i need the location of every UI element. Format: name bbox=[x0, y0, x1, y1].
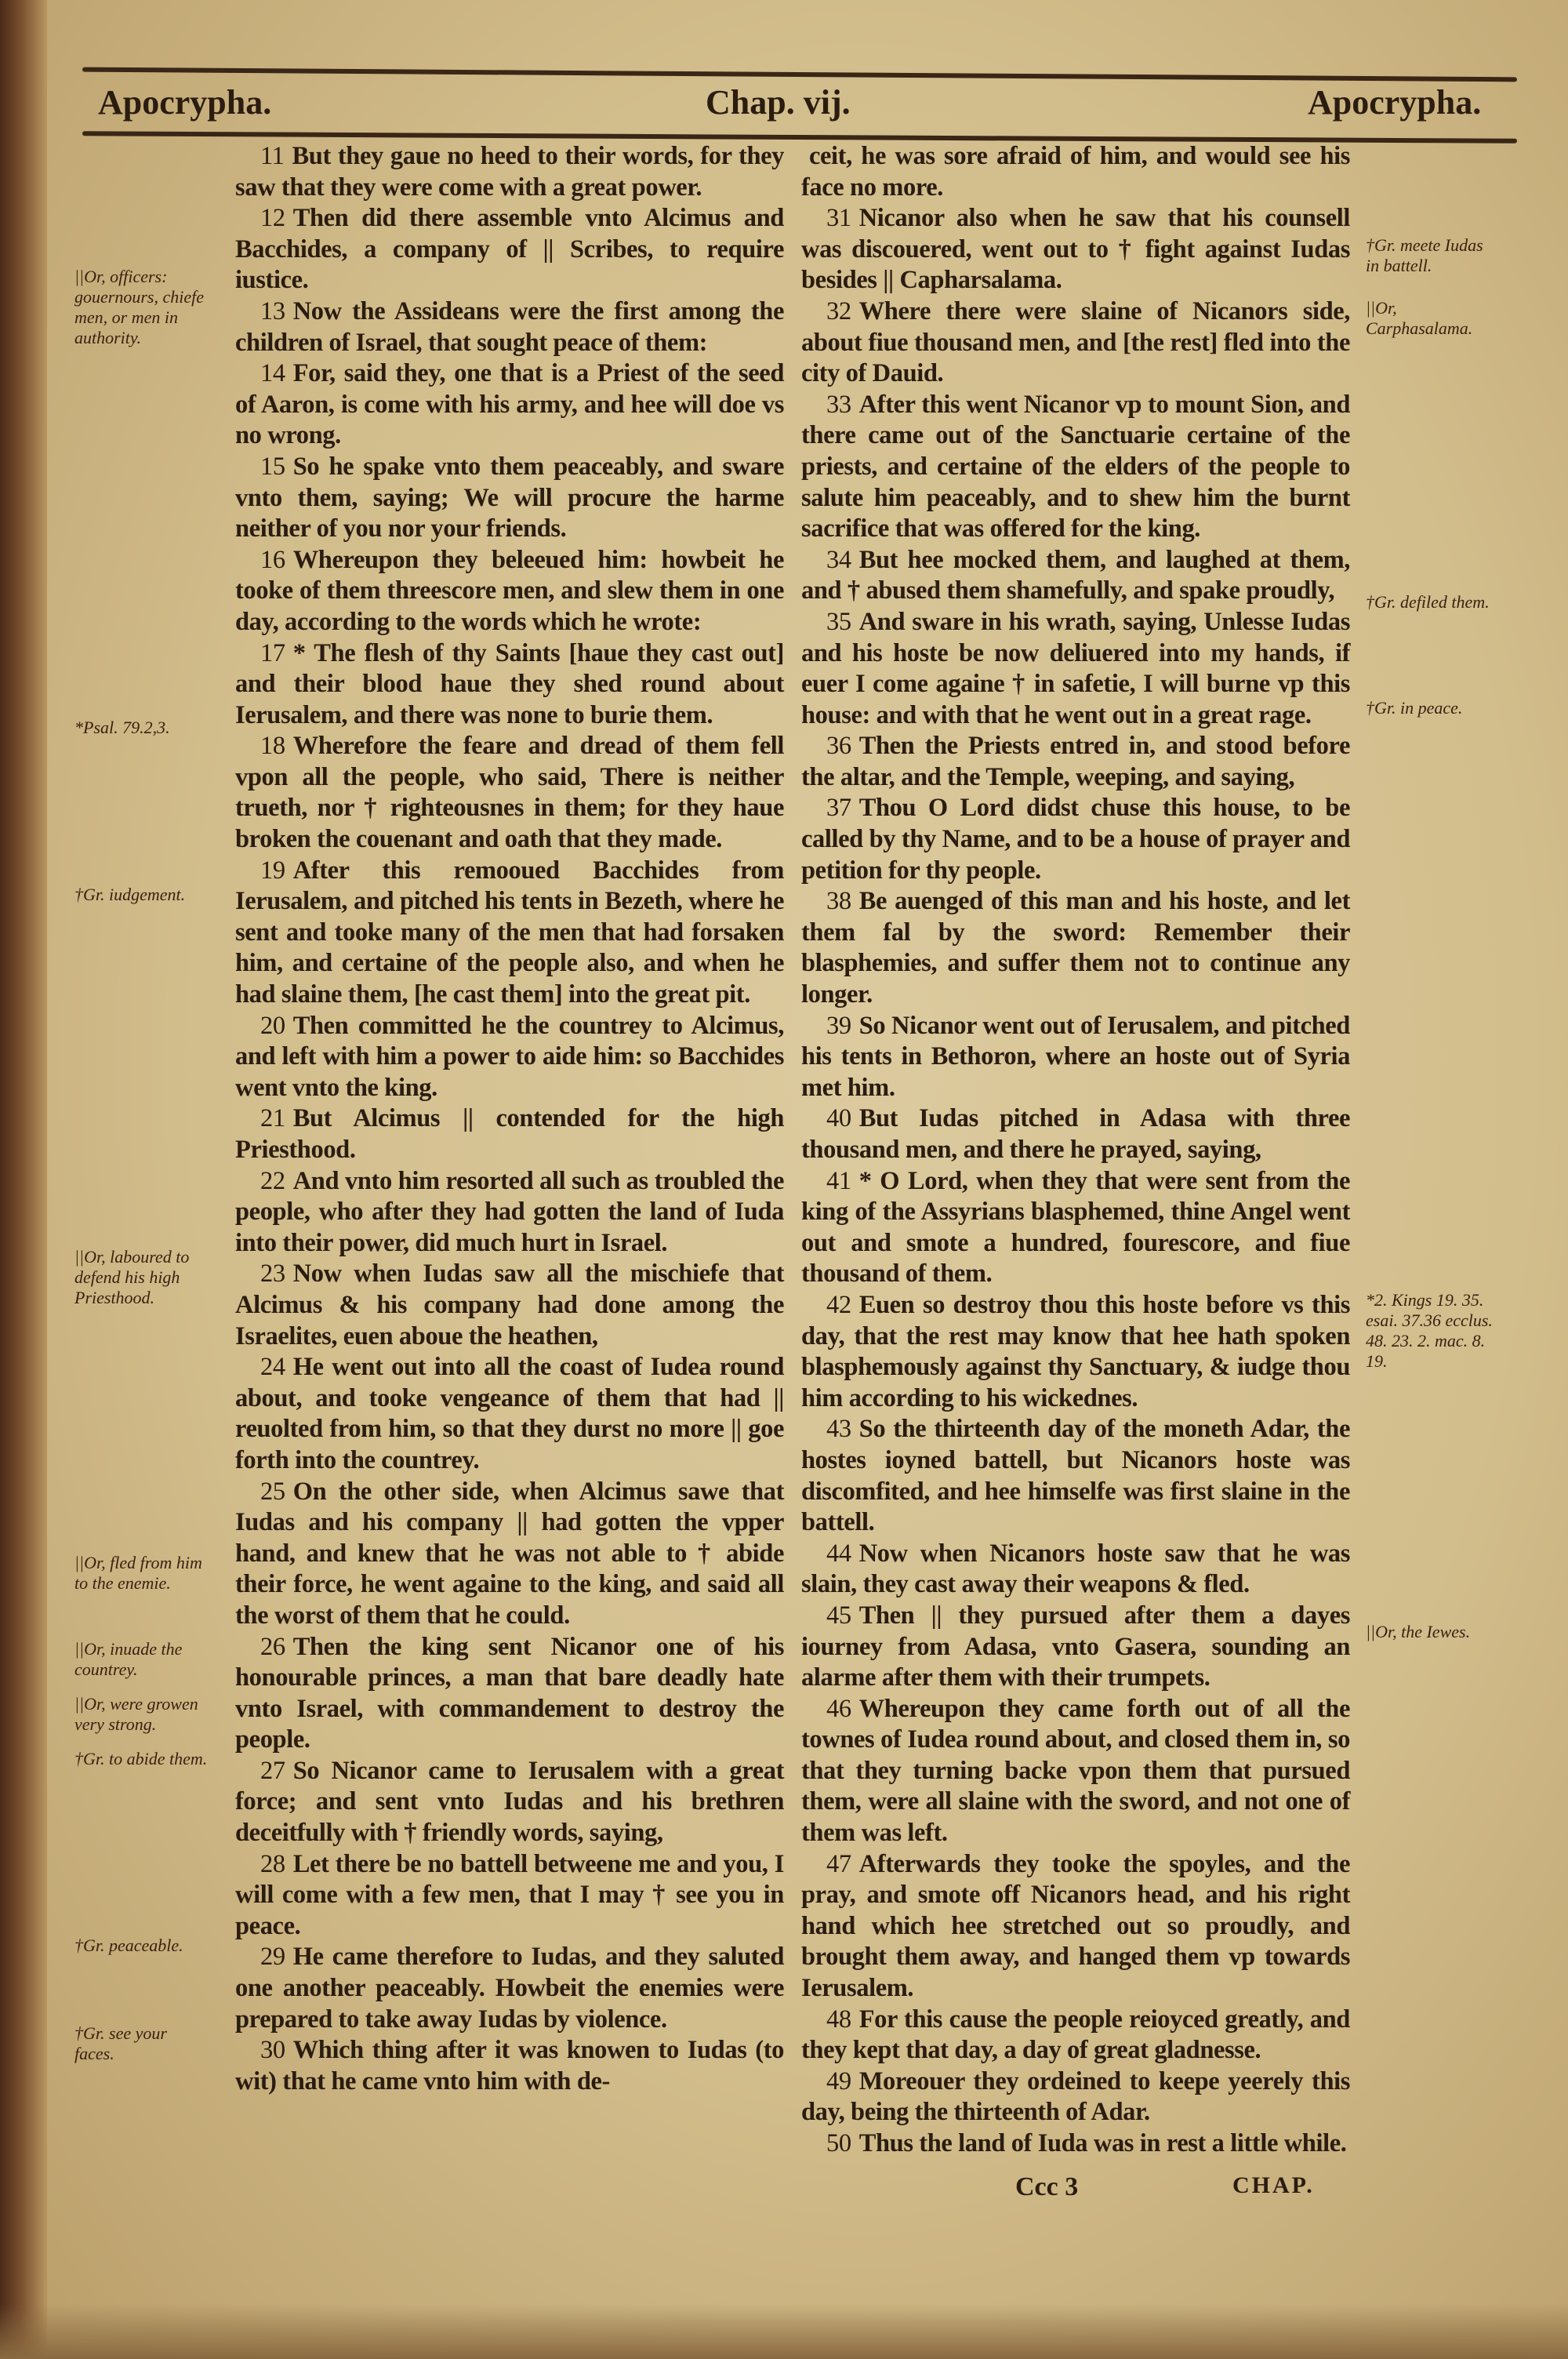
verse-number: 26 bbox=[260, 1632, 285, 1661]
verse-text: On the other side, when Alcimus sawe that Iudas and his company || had gotten the vpper hand, and knew that he was not able to † abide their force, he went againe to the king, and said all the worst of them that he could. bbox=[235, 1477, 784, 1630]
verse bbox=[235, 545, 784, 638]
verse bbox=[801, 545, 1350, 607]
verse bbox=[801, 1414, 1350, 1538]
verse-number: 35 bbox=[826, 607, 851, 636]
verse-number: 41 bbox=[826, 1166, 851, 1195]
verse-number: 22 bbox=[260, 1166, 285, 1195]
signature-mark: Ccc 3 bbox=[1015, 2172, 1079, 2201]
verse-number: 48 bbox=[826, 2005, 851, 2034]
verse bbox=[801, 2128, 1350, 2160]
verse-text: Then did there assemble vnto Alcimus and Bacchides, a company of || Scribes, to require iustice. bbox=[235, 204, 784, 295]
margin-note: *2. Kings 19. 35. esai. 37.36 ecclus. 48. 23. 2. mac. 8. 19. bbox=[1366, 1290, 1493, 1371]
verse-number: 14 bbox=[260, 359, 285, 388]
verse-text: Let there be no battell betweene me and you, I will come with a few men, that I may † see you in peace. bbox=[235, 1849, 784, 1940]
verse bbox=[801, 1011, 1350, 1104]
verse bbox=[235, 203, 784, 296]
verse bbox=[801, 1166, 1350, 1290]
verse-text: And vnto him resorted all such as troubled the people, who after they had gotten the land of Iuda into their power, did much hurt in Israel. bbox=[235, 1166, 784, 1257]
verse bbox=[235, 1942, 784, 2035]
verse-number: 21 bbox=[260, 1104, 285, 1133]
verse-text: But hee mocked them, and laughed at them, and † abused them shamefully, and spake proudly, bbox=[801, 545, 1350, 605]
running-head-right: Apocrypha. bbox=[1308, 83, 1482, 122]
verse-number: 43 bbox=[826, 1415, 851, 1444]
verse bbox=[235, 1477, 784, 1632]
verse-text: Whereupon they beleeued him: howbeit he tooke of them threescore men, and slew them in one day, according to the words which he wrote: bbox=[235, 545, 784, 636]
page-bottom-shadow bbox=[0, 2304, 1568, 2359]
verse-text: Then the Priests entred in, and stood before the altar, and the Temple, weeping, and saying, bbox=[801, 732, 1350, 791]
verse-text: But Iudas pitched in Adasa with three thousand men, and there he prayed, saying, bbox=[801, 1104, 1350, 1164]
verse-number: 15 bbox=[260, 452, 285, 481]
verse-text: ceit, he was sore afraid of him, and would see his face no more. bbox=[801, 142, 1350, 202]
margin-note: ||Or, laboured to defend his high Priesthood. bbox=[74, 1247, 190, 1307]
verse-number: 42 bbox=[826, 1290, 851, 1319]
verse-text: Thus the land of Iuda was in rest a little while. bbox=[858, 2129, 1347, 2157]
verse-text: After this remooued Bacchides from Ierusalem, and pitched his tents in Bezeth, where he sent and tooke many of the men that had forsaken him, and certaine of the people also, and when he had slaine them, [he cast them] into the great pit. bbox=[235, 856, 784, 1009]
verse bbox=[801, 2005, 1350, 2066]
verse-text: * O Lord, when they that were sent from the king of the Assyrians blasphemed, thine Angel went out and smote a hundred, fourescore, and fiue thousand of them. bbox=[801, 1166, 1350, 1289]
verse-text: For this cause the people reioyced greatly, and they kept that day, a day of great gladnesse. bbox=[801, 2005, 1350, 2065]
verse bbox=[235, 1849, 784, 1943]
verse-number: 39 bbox=[826, 1011, 851, 1040]
verse-text: Wherefore the feare and dread of them fell vpon all the people, who said, There is neither trueth, nor † righteousnes in them; for they haue broken the couenant and oath that they made. bbox=[235, 732, 784, 854]
margin-note: ||Or, fled from him to the enemie. bbox=[74, 1553, 202, 1593]
verse bbox=[801, 141, 1350, 203]
margin-note: ||Or, inuade the countrey. bbox=[74, 1639, 183, 1679]
verse-number: 27 bbox=[260, 1756, 285, 1785]
verse-number: 33 bbox=[826, 390, 851, 419]
verse-text: Whereupon they came forth out of all the townes of Iudea round about, and closed them in, so that they turning backe vpon them that pursued them, were all slaine with the sword, and not one of them was left. bbox=[801, 1694, 1350, 1848]
verse-number: 31 bbox=[826, 204, 851, 233]
verse bbox=[801, 1539, 1350, 1601]
verse bbox=[801, 296, 1350, 390]
verse bbox=[801, 1103, 1350, 1165]
verse-text: And sware in his wrath, saying, Unlesse Iudas and his hoste be now deliuered into my hands, if euer I come againe † in safetie, I will burne vp this house: and with that he went out in a great rage. bbox=[801, 607, 1350, 729]
right-text-column bbox=[801, 141, 1350, 2160]
verse bbox=[235, 141, 784, 203]
verse-number: 47 bbox=[826, 1849, 851, 1878]
verse bbox=[235, 1011, 784, 1104]
verse-number: 30 bbox=[260, 2036, 285, 2065]
verse-text: Which thing after it was knowen to Iudas (to wit) that he came vnto him with de- bbox=[235, 2036, 784, 2095]
verse-text: Where there were slaine of Nicanors side, about fiue thousand men, and [the rest] fled into the city of Dauid. bbox=[801, 296, 1350, 388]
verse bbox=[235, 2035, 784, 2097]
verse bbox=[235, 856, 784, 1011]
verse-number: 28 bbox=[260, 1849, 285, 1878]
margin-note: ||Or, Carphasalama. bbox=[1366, 298, 1473, 338]
verse bbox=[801, 2066, 1350, 2128]
verse bbox=[235, 1632, 784, 1756]
header-top-rule bbox=[82, 67, 1517, 82]
verse bbox=[801, 731, 1350, 793]
verse bbox=[801, 1694, 1350, 1849]
verse-text: But they gaue no heed to their words, for they saw that they were come with a great power. bbox=[235, 142, 784, 202]
margin-note: †Gr. peaceable. bbox=[74, 1936, 183, 1955]
verse-number: 25 bbox=[260, 1477, 285, 1506]
verse-text: Thou O Lord didst chuse this house, to be called by thy Name, and to be a house of prayer and petition for thy people. bbox=[801, 794, 1350, 885]
verse-number: 29 bbox=[260, 1943, 285, 1972]
verse-number: 20 bbox=[260, 1011, 285, 1040]
verse-number: 45 bbox=[826, 1601, 851, 1630]
verse-number: 40 bbox=[826, 1104, 851, 1133]
verse-number: 44 bbox=[826, 1539, 851, 1568]
margin-note: †Gr. to abide them. bbox=[74, 1749, 208, 1768]
verse bbox=[801, 793, 1350, 886]
verse-number: 12 bbox=[260, 204, 285, 233]
verse-number: 13 bbox=[260, 296, 285, 325]
verse-text: He went out into all the coast of Iudea round about, and tooke vengeance of them that had || reuolted from him, so that they durst no more || goe forth into the countrey. bbox=[235, 1353, 784, 1474]
verse bbox=[801, 1849, 1350, 2005]
verse-number: 46 bbox=[826, 1694, 851, 1723]
verse-number: 37 bbox=[826, 794, 851, 823]
verse bbox=[801, 203, 1350, 296]
verse-number: 17 bbox=[260, 638, 285, 667]
verse-text: Now the Assideans were the first among the children of Israel, that sought peace of them: bbox=[235, 296, 784, 357]
left-text-column bbox=[235, 141, 784, 2097]
verse-text: So the thirteenth day of the moneth Adar, the hostes ioyned battell, but Nicanors hoste was discomfited, and hee himselfe was first slaine in the battell. bbox=[801, 1415, 1350, 1537]
verse-text: Euen so destroy thou this hoste before vs this day, that the rest may know that hee hath spoken blasphemously against thy Sanctuary, & iudge thou him according to his wickednes. bbox=[801, 1290, 1350, 1412]
verse bbox=[235, 638, 784, 732]
verse-number: 18 bbox=[260, 732, 285, 761]
verse bbox=[235, 1103, 784, 1165]
verse-number: 19 bbox=[260, 856, 285, 885]
verse-text: Then || they pursued after them a dayes iourney from Adasa, vnto Gasera, sounding an alarme after them with their trumpets. bbox=[801, 1601, 1350, 1692]
margin-note: †Gr. meete Iudas in battell. bbox=[1366, 235, 1483, 275]
verse-text: After this went Nicanor vp to mount Sion, and there came out of the Sanctuarie certaine of the priests, and certaine of the elders of the people to salute him peaceably, and to shew him the burnt sacrifice that was offered for the king. bbox=[801, 390, 1350, 543]
verse-number: 11 bbox=[260, 142, 285, 170]
verse-text: So he spake vnto them peaceably, and sware vnto them, saying; We will procure the harme neither of you nor your friends. bbox=[235, 452, 784, 543]
verse-text: Be auenged of this man and his hoste, and let them fal by the sword: Remember their blasphemies, and suffer them not to continue any longer. bbox=[801, 887, 1350, 1009]
chapter-heading: Chap. vij. bbox=[706, 83, 851, 122]
book-binding-edge bbox=[0, 0, 47, 2359]
verse-text: Afterwards they tooke the spoyles, and the pray, and smote off Nicanors head, and his right hand which hee stretched out so proudly, and brought them away, and hanged them vp towards Ierusalem. bbox=[801, 1849, 1350, 2003]
verse-text: But Alcimus || contended for the high Priesthood. bbox=[235, 1104, 784, 1164]
margin-note: †Gr. defiled them. bbox=[1366, 592, 1490, 612]
running-head-left: Apocrypha. bbox=[98, 83, 272, 122]
margin-note: ||Or, the Iewes. bbox=[1366, 1622, 1471, 1641]
verse-number: 16 bbox=[260, 545, 285, 574]
verse bbox=[801, 607, 1350, 731]
margin-note: †Gr. iudgement. bbox=[74, 885, 186, 904]
verse bbox=[801, 1290, 1350, 1414]
verse-text: Nicanor also when he saw that his counsell was discouered, went out to † fight against Iudas besides || Capharsalama. bbox=[801, 204, 1350, 295]
verse-text: Moreouer they ordeined to keepe yeerely this day, being the thirteenth of Adar. bbox=[801, 2066, 1350, 2127]
verse bbox=[801, 886, 1350, 1010]
verse-text: Now when Nicanors hoste saw that he was slain, they cast away their weapons & fled. bbox=[801, 1539, 1350, 1599]
verse bbox=[235, 1166, 784, 1259]
verse-number: 38 bbox=[826, 887, 851, 916]
margin-note: †Gr. in peace. bbox=[1366, 698, 1463, 718]
margin-note: ||Or, were growen very strong. bbox=[74, 1694, 198, 1734]
verse-text: Then the king sent Nicanor one of his honourable princes, a man that bare deadly hate vnto Israel, with commandement to destroy the people. bbox=[235, 1632, 784, 1754]
verse-number: 36 bbox=[826, 732, 851, 761]
verse bbox=[235, 1756, 784, 1849]
verse-number: 50 bbox=[826, 2129, 851, 2157]
verse bbox=[235, 1259, 784, 1352]
verse bbox=[235, 358, 784, 452]
verse bbox=[235, 731, 784, 855]
catchword: CHAP. bbox=[1232, 2172, 1315, 2198]
margin-note: *Psal. 79.2,3. bbox=[74, 718, 170, 737]
verse-text: * The flesh of thy Saints [haue they cast out] and their blood haue they shed round about Ierusalem, and there was none to burie them. bbox=[235, 638, 784, 729]
margin-note: ||Or, officers: gouernours, chiefe men, or men in authority. bbox=[74, 267, 204, 347]
margin-note: †Gr. see your faces. bbox=[74, 2023, 167, 2063]
verse-number: 34 bbox=[826, 545, 851, 574]
verse bbox=[235, 1352, 784, 1476]
verse-number: 24 bbox=[260, 1353, 285, 1382]
verse bbox=[801, 1601, 1350, 1694]
verse-number: 23 bbox=[260, 1259, 285, 1289]
verse-text: For, said they, one that is a Priest of the seed of Aaron, is come with his army, and hee will doe vs no wrong. bbox=[235, 359, 784, 450]
verse-text: So Nicanor came to Ierusalem with a great force; and sent vnto Iudas and his brethren deceitfully with † friendly words, saying, bbox=[235, 1756, 784, 1848]
verse-number: 49 bbox=[826, 2066, 851, 2095]
verse bbox=[801, 390, 1350, 545]
verse-number: 32 bbox=[826, 296, 851, 325]
verse-text: Then committed he the countrey to Alcimus, and left with him a power to aide him: so Bacchides went vnto the king. bbox=[235, 1011, 784, 1102]
verse-text: He came therefore to Iudas, and they saluted one another peaceably. Howbeit the enemies were prepared to take away Iudas by violence. bbox=[235, 1943, 784, 2034]
verse bbox=[235, 296, 784, 358]
verse bbox=[235, 452, 784, 545]
verse-text: So Nicanor went out of Ierusalem, and pitched his tents in Bethoron, where an hoste out of Syria met him. bbox=[801, 1011, 1350, 1102]
verse-text: Now when Iudas saw all the mischiefe that Alcimus & his company had done among the Israelites, euen aboue the heathen, bbox=[235, 1259, 784, 1350]
